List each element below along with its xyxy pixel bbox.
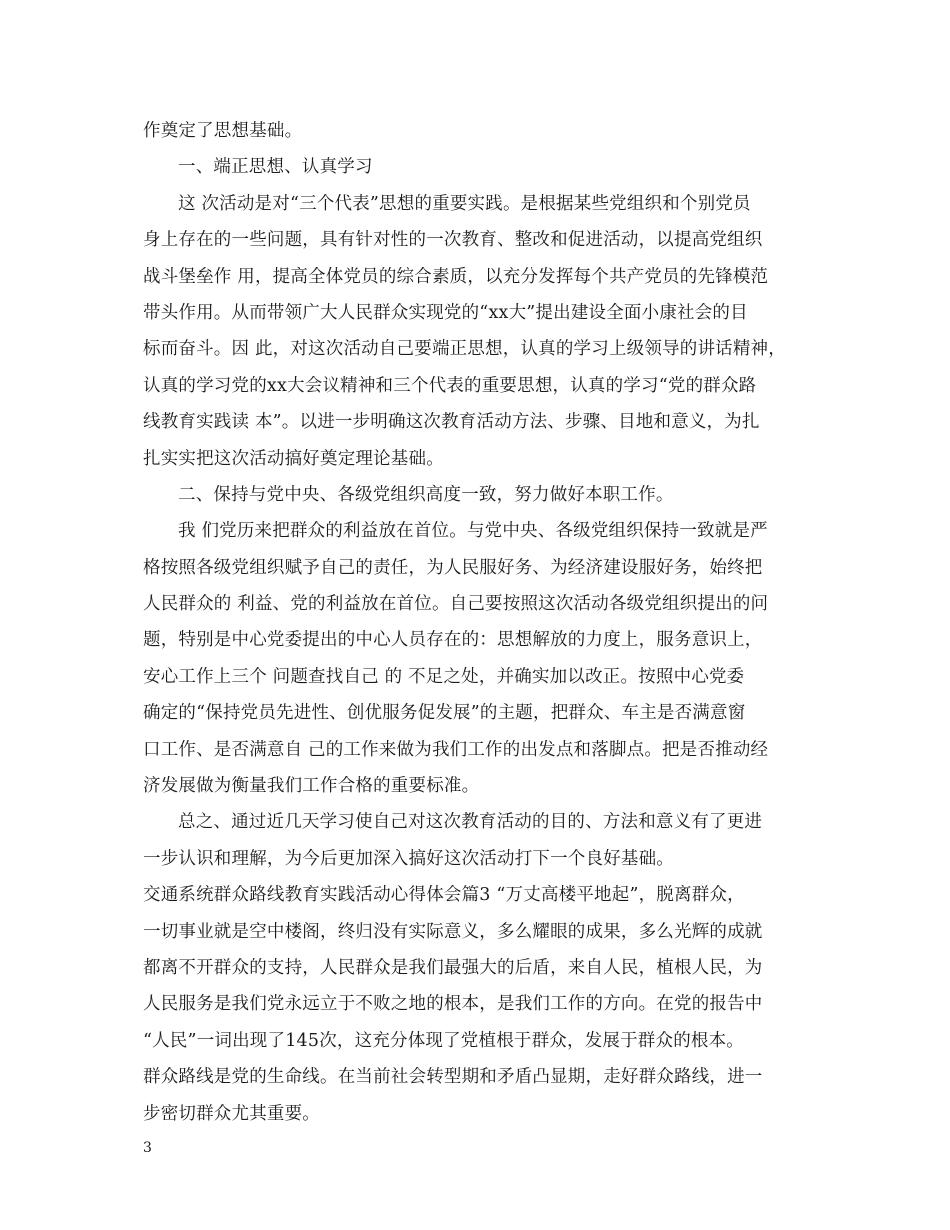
text-line: 安心工作上三个 问题查找自己 的 不足之处，并确实加以改正。按照中心党委 (143, 666, 745, 687)
text-line: 扎实实把这次活动搞好奠定理论基础。 (143, 448, 444, 469)
text-line: 题，特别是中心党委提出的中心人员存在的：思想解放的力度上，服务意识上， (143, 630, 763, 651)
text-line: 一步认识和理解，为今后更加深入搞好这次活动打下一个良好基础。 (143, 848, 674, 869)
text-line: “人民”一词出现了145次，这充分体现了党植根于群众，发展于群众的根本。 (143, 1030, 744, 1051)
text-line: 口工作、是否满意自 己的工作来做为我们工作的出发点和落脚点。把是否推动经 (143, 739, 769, 760)
text-line: 战斗堡垒作 用，提高全体党员的综合素质，以充分发挥每个共产党员的先锋模范 (143, 266, 769, 287)
text-line: 我 们党历来把群众的利益放在首位。与党中央、各级党组织保持一致就是严 (178, 521, 768, 542)
text-line: 总之、通过近几天学习使自己对这次教育活动的目的、方法和意义有了更进 (178, 812, 763, 833)
text-line: 作奠定了思想基础。 (143, 121, 303, 141)
text-line: 群众路线是党的生命线。在当前社会转型期和矛盾凸显期，走好群众路线，进一 (143, 1067, 763, 1088)
text-line: 步密切群众尤其重要。 (143, 1103, 320, 1124)
article-title-line: 交通系统群众路线教育实践活动心得体会篇3 “万丈高楼平地起”，脱离群众， (143, 885, 745, 906)
text-line: 认真的学习党的xx大会议精神和三个代表的重要思想，认真的学习“党的群众路 (143, 375, 757, 396)
text-line: 济发展做为衡量我们工作合格的重要标准。 (143, 776, 480, 797)
text-line: 带头作用。从而带领广大人民群众实现党的“xx大”提出建设全面小康社会的目 (143, 302, 748, 323)
page-number: 3 (143, 1140, 152, 1156)
text-line: 这 次活动是对“三个代表”思想的重要实践。是根据某些党组织和个别党员 (178, 193, 751, 214)
section-heading: 二、保持与党中央、各级党组织高度一致，努力做好本职工作。 (178, 484, 674, 505)
text-line: 人民服务是我们党永远立于不败之地的根本，是我们工作的方向。在党的报告中 (143, 994, 763, 1015)
text-line: 人民群众的 利益、党的利益放在首位。自己要按照这次活动各级党组织提出的问 (143, 594, 769, 615)
text-line: 标而奋斗。因 此，对这次活动自己要端正思想，认真的学习上级领导的讲话精神， (143, 339, 786, 360)
text-line: 身上存在的一些问题，具有针对性的一次教育、整改和促进活动，以提高党组织 (143, 230, 763, 251)
text-line: 确定的“保持党员先进性、创优服务促发展”的主题，把群众、车主是否满意窗 (143, 703, 746, 724)
text-line: 格按照各级党组织赋予自己的责任，为人民服好务、为经济建设服好务，始终把 (143, 557, 763, 578)
section-heading: 一、端正思想、认真学习 (178, 157, 373, 178)
text-line: 都离不开群众的支持，人民群众是我们最强大的后盾，来自人民，植根人民，为 (143, 957, 763, 978)
text-line: 一切事业就是空中楼阁，终归没有实际意义，多么耀眼的成果，多么光辉的成就 (143, 921, 763, 942)
text-line: 线教育实践读 本”。以进一步明确这次教育活动方法、步骤、目地和意义，为扎 (143, 412, 760, 433)
body-text (143, 113, 823, 1132)
